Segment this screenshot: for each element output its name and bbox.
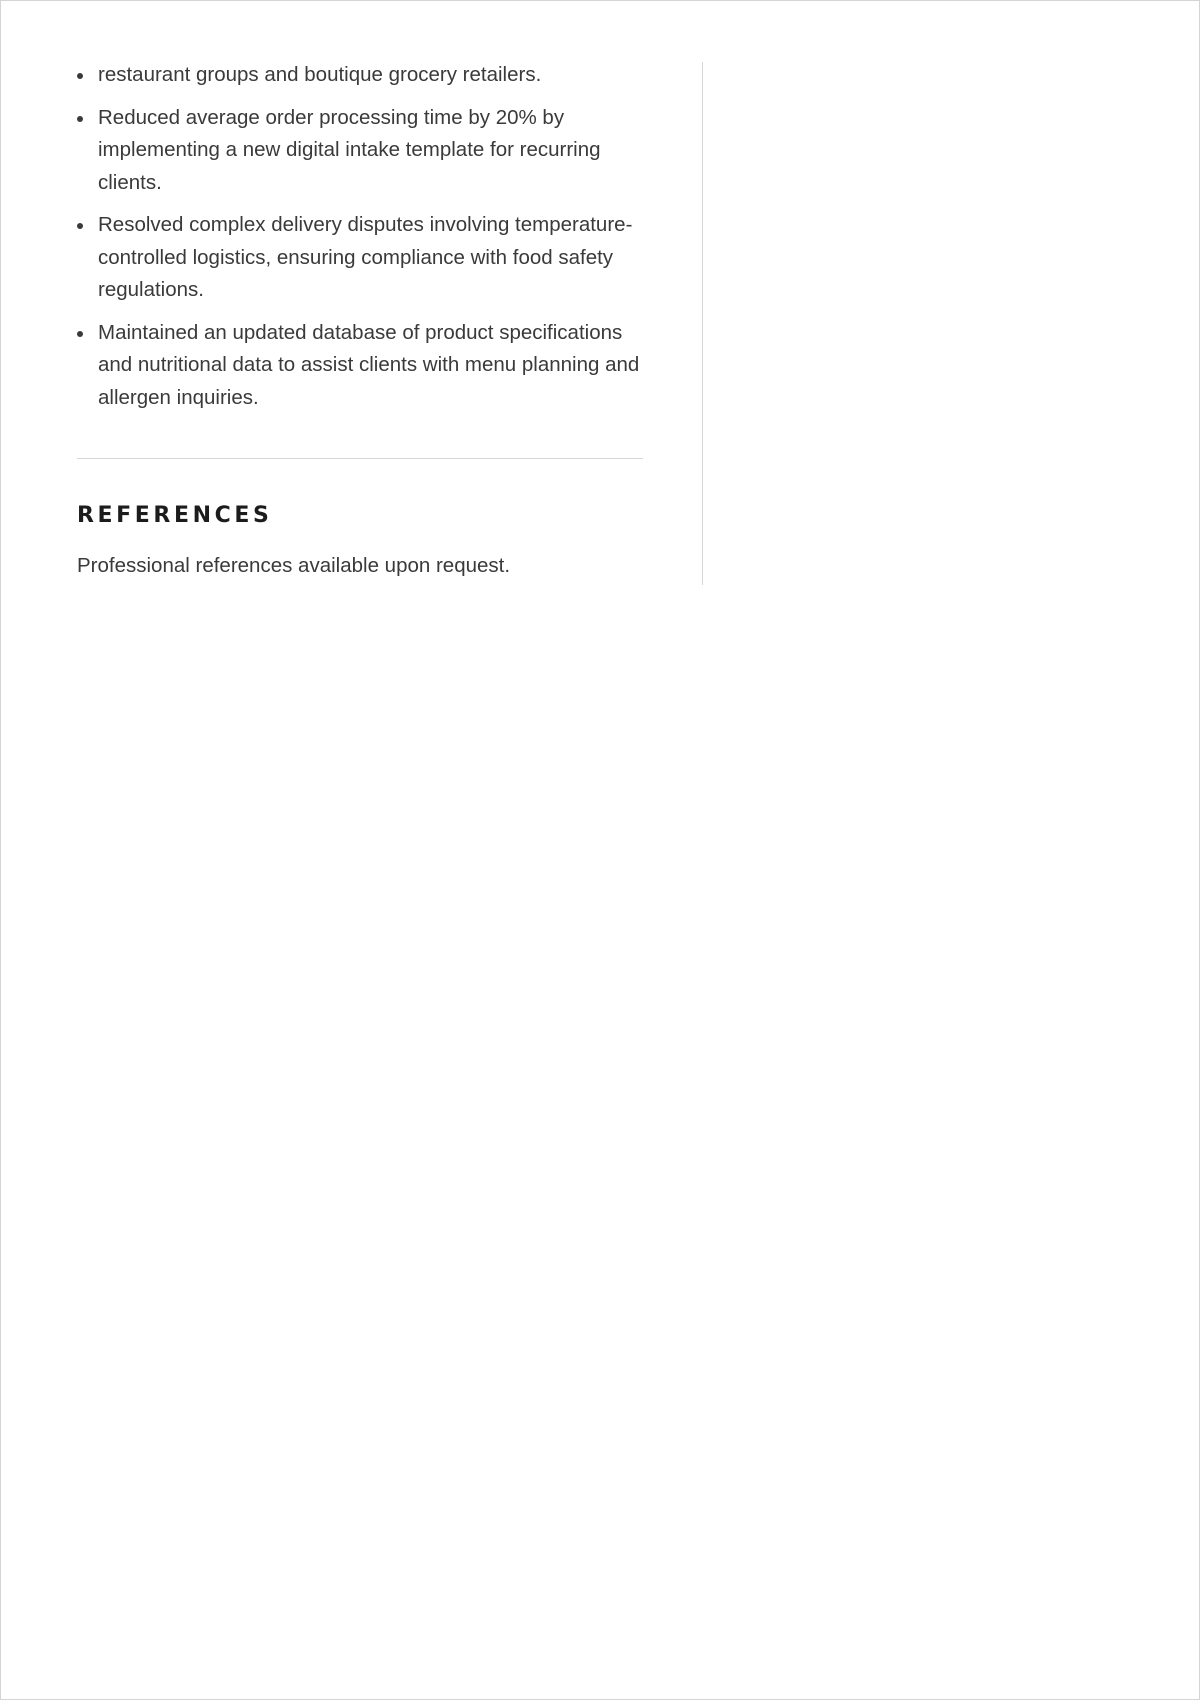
experience-bullet-list: [77, 59, 643, 414]
experience-bullet-text: Reduced average order processing time by 20% by implementing a new digital intake template for recurring clients.: [98, 105, 601, 194]
experience-bullet: [77, 102, 643, 200]
experience-bullet: [77, 209, 643, 307]
bullet-dot-icon: [77, 116, 83, 122]
experience-bullet-text: restaurant groups and boutique grocery retailers.: [98, 63, 542, 86]
experience-bullet-text: Resolved complex delivery disputes involving temperature-controlled logistics, ensuring compliance with food safety regulations.: [98, 213, 633, 301]
references-text: Professional references available upon request.: [77, 554, 511, 577]
experience-bullet: [77, 59, 643, 92]
bullet-dot-icon: [77, 73, 83, 79]
references-heading: REFERENCES: [77, 503, 273, 528]
bullet-dot-icon: [77, 331, 83, 337]
section-divider: [77, 458, 643, 459]
bullet-dot-icon: [77, 223, 83, 229]
experience-bullet-text: Maintained an updated database of product specifications and nutritional data to assist clients with menu planning and allergen inquiries.: [98, 320, 640, 409]
column-divider: [702, 62, 703, 585]
experience-bullet: [77, 317, 643, 415]
main-column: [77, 59, 643, 581]
